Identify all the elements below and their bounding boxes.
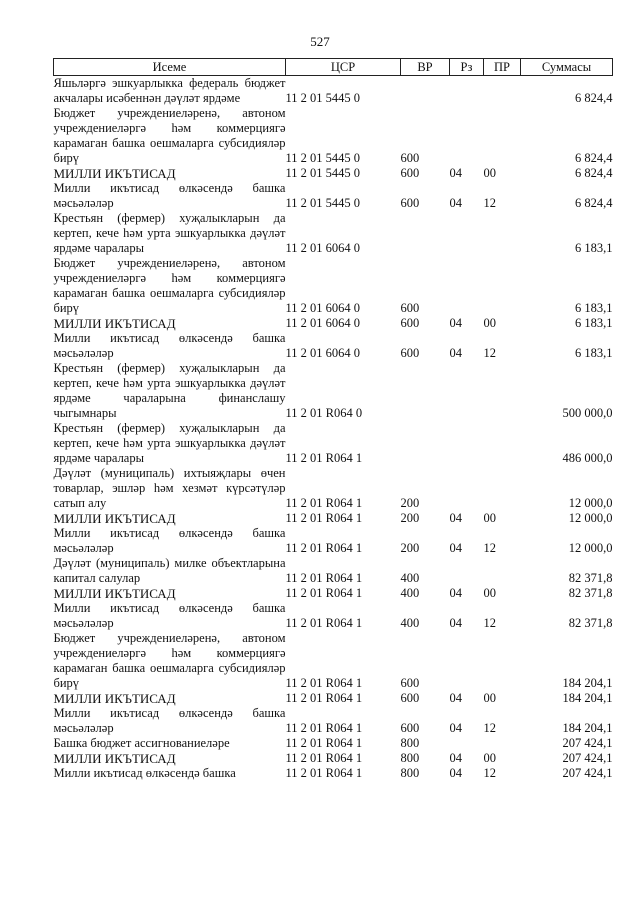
cell-sum: 12 000,0 bbox=[568, 496, 613, 510]
cell-name: Крестьян (фермер) хуҗалыкларын да кертеп, кече һәм урта эшкуарлыкка дәүләт ярдәме чаралары bbox=[53, 421, 286, 465]
cell-name: МИЛЛИ ИКЪТИСАД bbox=[53, 166, 176, 181]
cell-rz bbox=[450, 76, 484, 107]
cell-vr: 600 bbox=[400, 151, 420, 165]
cell-sum: 6 824,4 bbox=[575, 196, 613, 210]
table-row bbox=[54, 421, 613, 466]
cell-rz bbox=[450, 421, 484, 466]
cell-sum: 184 204,1 bbox=[562, 691, 613, 705]
table-row bbox=[54, 691, 613, 706]
cell-sum: 12 000,0 bbox=[568, 511, 613, 525]
cell-sum: 207 424,1 bbox=[562, 766, 613, 780]
cell-sum: 500 000,0 bbox=[562, 406, 613, 420]
cell-pr: 00 bbox=[483, 511, 496, 525]
cell-pr: 00 bbox=[483, 166, 496, 180]
cell-name: Крестьян (фермер) хуҗалыкларын да кертеп, кече һәм урта эшкуарлыкка дәүләт ярдәме чаралары bbox=[53, 211, 286, 255]
cell-pr: 12 bbox=[483, 541, 496, 555]
cell-csr: 11 2 01 R064 1 bbox=[285, 496, 363, 510]
cell-vr: 600 bbox=[400, 196, 420, 210]
cell-name: Крестьян (фермер) хуҗалыкларын да кертеп, кече һәм урта эшкуарлыкка дәүләт ярдәме чараларына финанслашу чыгымнары bbox=[53, 361, 286, 420]
cell-rz: 04 bbox=[449, 751, 462, 765]
cell-rz bbox=[450, 631, 484, 691]
cell-pr: 12 bbox=[483, 616, 496, 630]
cell-csr: 11 2 01 R064 1 bbox=[285, 571, 363, 585]
cell-sum: 82 371,8 bbox=[568, 586, 613, 600]
table-row bbox=[54, 736, 613, 751]
cell-csr: 11 2 01 R064 1 bbox=[285, 691, 363, 705]
cell-csr: 11 2 01 R064 1 bbox=[285, 541, 363, 555]
table-row bbox=[54, 256, 613, 316]
cell-sum: 207 424,1 bbox=[562, 736, 613, 750]
cell-rz bbox=[450, 556, 484, 586]
cell-name: Милли икътисад өлкәсендә башка мәсьәләләр bbox=[53, 706, 286, 735]
budget-table bbox=[53, 58, 613, 781]
cell-sum: 6 183,1 bbox=[575, 301, 613, 315]
cell-name: МИЛЛИ ИКЪТИСАД bbox=[53, 511, 176, 526]
cell-pr: 12 bbox=[483, 766, 496, 780]
column-header-pr: ПР bbox=[484, 59, 521, 76]
cell-rz: 04 bbox=[449, 511, 462, 525]
cell-pr bbox=[484, 361, 521, 421]
cell-vr: 600 bbox=[400, 346, 420, 360]
cell-csr: 11 2 01 R064 1 bbox=[285, 721, 363, 735]
cell-rz: 04 bbox=[449, 316, 462, 330]
cell-sum: 82 371,8 bbox=[568, 571, 613, 585]
column-header-csr: ЦСР bbox=[286, 59, 401, 76]
cell-csr: 11 2 01 5445 0 bbox=[285, 196, 361, 210]
cell-name: МИЛЛИ ИКЪТИСАД bbox=[53, 691, 176, 706]
cell-name: Бюджет учреждениеләренә, автоном учреждениеләргә һәм коммерциягә карамаган башка оешмаларга субсидияләр бирү bbox=[53, 256, 286, 315]
column-header-rz: Рз bbox=[450, 59, 484, 76]
cell-csr: 11 2 01 R064 1 bbox=[285, 676, 363, 690]
cell-sum: 6 824,4 bbox=[575, 166, 613, 180]
cell-name: МИЛЛИ ИКЪТИСАД bbox=[53, 751, 176, 766]
table-row bbox=[54, 706, 613, 736]
table-row bbox=[54, 106, 613, 166]
cell-vr: 600 bbox=[400, 301, 420, 315]
cell-pr bbox=[484, 421, 521, 466]
column-header-name: Исеме bbox=[54, 59, 286, 76]
cell-name: Дәүләт (муниципаль) ихтыяҗлары өчен товарлар, эшләр һәм хезмәт күрсәтүләр сатып алу bbox=[53, 466, 286, 510]
cell-rz: 04 bbox=[449, 616, 462, 630]
cell-name: Башка бюджет ассигнованиеләре bbox=[53, 736, 230, 750]
cell-pr bbox=[484, 736, 521, 751]
cell-rz: 04 bbox=[449, 541, 462, 555]
cell-sum: 184 204,1 bbox=[562, 721, 613, 735]
cell-csr: 11 2 01 5445 0 bbox=[285, 166, 361, 180]
cell-pr: 00 bbox=[483, 691, 496, 705]
table-row bbox=[54, 586, 613, 601]
cell-vr: 400 bbox=[400, 571, 420, 585]
cell-vr bbox=[401, 421, 450, 466]
cell-sum: 12 000,0 bbox=[568, 541, 613, 555]
cell-sum: 184 204,1 bbox=[562, 676, 613, 690]
cell-csr: 11 2 01 R064 1 bbox=[285, 616, 363, 630]
table-row bbox=[54, 316, 613, 331]
cell-csr: 11 2 01 R064 1 bbox=[285, 736, 363, 750]
cell-pr: 12 bbox=[483, 721, 496, 735]
table-header-row bbox=[54, 59, 613, 76]
cell-vr: 200 bbox=[400, 541, 420, 555]
table-row bbox=[54, 511, 613, 526]
cell-vr bbox=[401, 211, 450, 256]
table-row bbox=[54, 361, 613, 421]
cell-name: Милли икътисад өлкәсендә башка bbox=[53, 766, 236, 780]
cell-vr: 600 bbox=[400, 691, 420, 705]
table-row bbox=[54, 601, 613, 631]
cell-pr bbox=[484, 106, 521, 166]
cell-rz bbox=[450, 211, 484, 256]
table-row bbox=[54, 211, 613, 256]
cell-vr bbox=[401, 76, 450, 107]
cell-csr: 11 2 01 5445 0 bbox=[285, 151, 361, 165]
cell-rz: 04 bbox=[449, 166, 462, 180]
cell-rz bbox=[450, 466, 484, 511]
cell-rz bbox=[450, 736, 484, 751]
cell-vr: 600 bbox=[400, 676, 420, 690]
cell-rz: 04 bbox=[449, 346, 462, 360]
cell-name: Бюджет учреждениеләренә, автоном учреждениеләргә һәм коммерциягә карамаган башка оешмаларга субсидияләр бирү bbox=[53, 631, 286, 690]
cell-vr: 400 bbox=[400, 616, 420, 630]
table-row bbox=[54, 166, 613, 181]
cell-csr: 11 2 01 R064 1 bbox=[285, 511, 363, 525]
table-row bbox=[54, 331, 613, 361]
cell-name: Яшьләргә эшкуарлыкка федераль бюджет акчалары исәбеннән дәүләт ярдәме bbox=[53, 76, 286, 105]
cell-pr bbox=[484, 466, 521, 511]
cell-vr: 600 bbox=[400, 316, 420, 330]
cell-csr: 11 2 01 R064 1 bbox=[285, 451, 363, 465]
cell-name: Милли икътисад өлкәсендә башка мәсьәләләр bbox=[53, 181, 286, 210]
cell-name: МИЛЛИ ИКЪТИСАД bbox=[53, 316, 176, 331]
table-row bbox=[54, 766, 613, 781]
cell-sum: 486 000,0 bbox=[562, 451, 613, 465]
table-row bbox=[54, 76, 613, 107]
column-header-vr: ВР bbox=[401, 59, 450, 76]
cell-pr: 12 bbox=[483, 196, 496, 210]
cell-csr: 11 2 01 R064 1 bbox=[285, 751, 363, 765]
cell-pr bbox=[484, 76, 521, 107]
cell-name: МИЛЛИ ИКЪТИСАД bbox=[53, 586, 176, 601]
cell-vr bbox=[401, 361, 450, 421]
table-row bbox=[54, 751, 613, 766]
cell-vr: 800 bbox=[400, 751, 420, 765]
cell-sum: 6 824,4 bbox=[575, 91, 613, 105]
cell-csr: 11 2 01 R064 0 bbox=[285, 406, 363, 420]
cell-name: Милли икътисад өлкәсендә башка мәсьәләләр bbox=[53, 526, 286, 555]
cell-pr: 00 bbox=[483, 316, 496, 330]
cell-vr: 200 bbox=[400, 511, 420, 525]
cell-vr: 200 bbox=[400, 496, 420, 510]
cell-pr bbox=[484, 256, 521, 316]
cell-sum: 207 424,1 bbox=[562, 751, 613, 765]
table-row bbox=[54, 631, 613, 691]
cell-rz: 04 bbox=[449, 691, 462, 705]
cell-name: Милли икътисад өлкәсендә башка мәсьәләләр bbox=[53, 331, 286, 360]
cell-name: Дәүләт (муниципаль) милке объектларына капитал салулар bbox=[53, 556, 286, 585]
cell-vr: 600 bbox=[400, 721, 420, 735]
cell-pr: 00 bbox=[483, 586, 496, 600]
cell-name: Бюджет учреждениеләренә, автоном учреждениеләргә һәм коммерциягә карамаган башка оешмаларга субсидияләр бирү bbox=[53, 106, 286, 165]
cell-pr: 00 bbox=[483, 751, 496, 765]
table-row bbox=[54, 181, 613, 211]
cell-rz: 04 bbox=[449, 196, 462, 210]
cell-sum: 6 183,1 bbox=[575, 241, 613, 255]
cell-pr: 12 bbox=[483, 346, 496, 360]
cell-csr: 11 2 01 6064 0 bbox=[285, 241, 361, 255]
cell-pr bbox=[484, 211, 521, 256]
table-row bbox=[54, 526, 613, 556]
cell-vr: 600 bbox=[400, 166, 420, 180]
cell-rz: 04 bbox=[449, 766, 462, 780]
cell-csr: 11 2 01 6064 0 bbox=[285, 301, 361, 315]
cell-sum: 6 183,1 bbox=[575, 346, 613, 360]
column-header-sum: Суммасы bbox=[521, 59, 613, 76]
cell-rz bbox=[450, 361, 484, 421]
cell-rz bbox=[450, 106, 484, 166]
cell-vr: 800 bbox=[400, 766, 420, 780]
cell-pr bbox=[484, 631, 521, 691]
cell-sum: 6 824,4 bbox=[575, 151, 613, 165]
cell-csr: 11 2 01 6064 0 bbox=[285, 316, 361, 330]
table-row bbox=[54, 556, 613, 586]
table-row bbox=[54, 466, 613, 511]
cell-name: Милли икътисад өлкәсендә башка мәсьәләләр bbox=[53, 601, 286, 630]
table-body bbox=[54, 76, 613, 782]
page-number: 527 bbox=[310, 34, 330, 49]
cell-csr: 11 2 01 R064 1 bbox=[285, 586, 363, 600]
cell-sum: 82 371,8 bbox=[568, 616, 613, 630]
cell-rz: 04 bbox=[449, 586, 462, 600]
cell-vr: 800 bbox=[400, 736, 420, 750]
cell-csr: 11 2 01 6064 0 bbox=[285, 346, 361, 360]
cell-rz: 04 bbox=[449, 721, 462, 735]
cell-csr: 11 2 01 5445 0 bbox=[285, 91, 361, 105]
cell-pr bbox=[484, 556, 521, 586]
cell-sum: 6 183,1 bbox=[575, 316, 613, 330]
cell-csr: 11 2 01 R064 1 bbox=[285, 766, 363, 780]
cell-rz bbox=[450, 256, 484, 316]
cell-vr: 400 bbox=[400, 586, 420, 600]
